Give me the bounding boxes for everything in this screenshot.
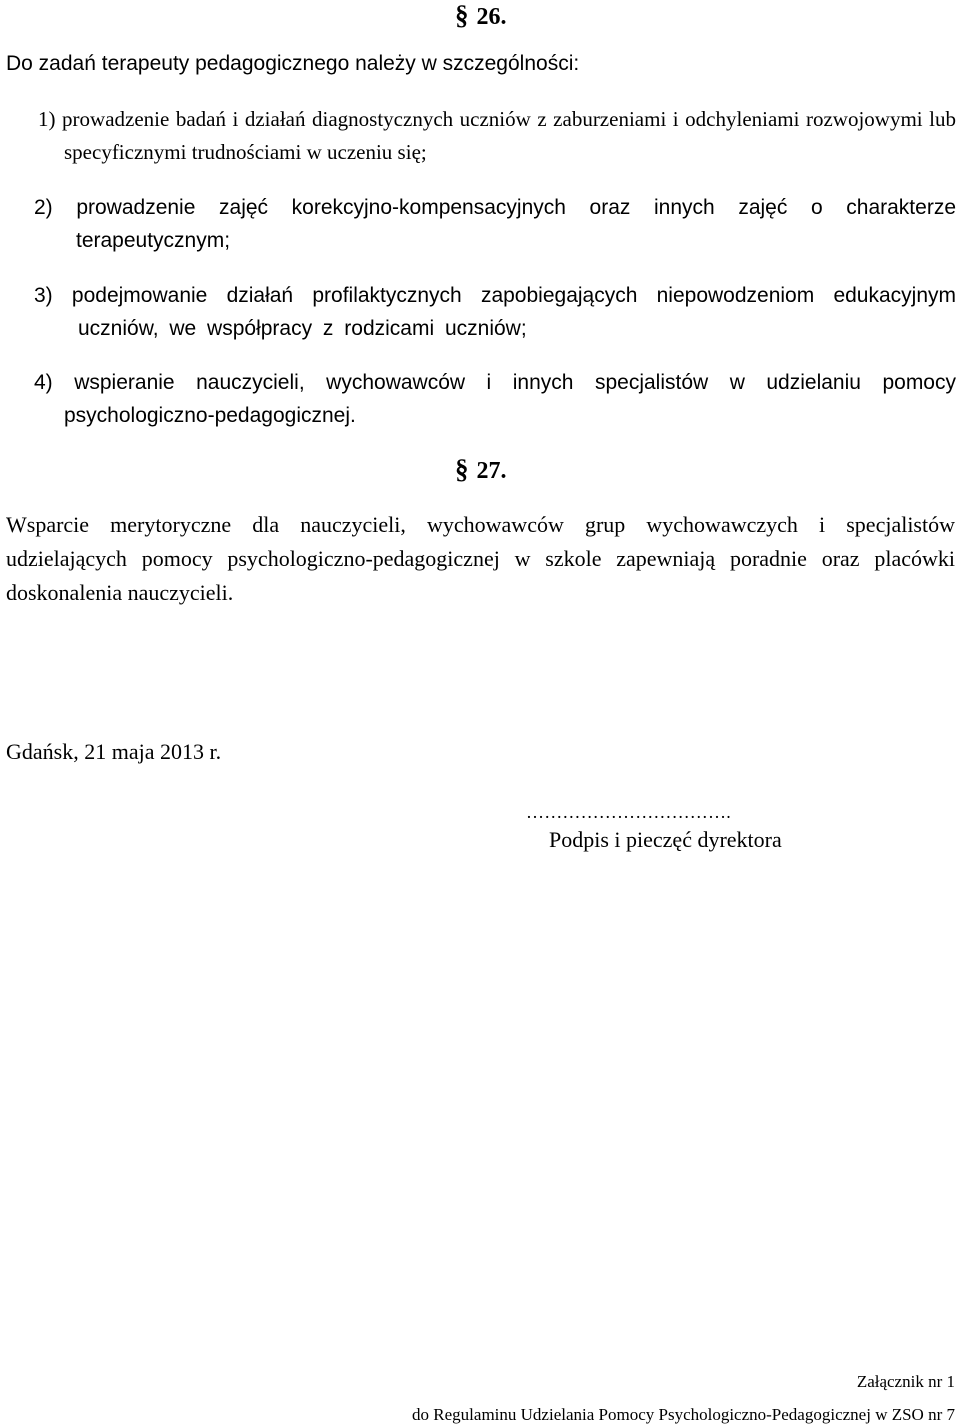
place-date: Gdańsk, 21 maja 2013 r. [6,739,222,764]
section-27-heading [455,454,507,485]
footer-attachment: Załącznik nr 1 [856,1372,955,1391]
list-item-text: wspieranie nauczycieli, wychowawców i innych specjalistów w udzielaniu pomocy psychologiczno-pedagogicznej. [64,371,956,427]
section-number: 27. [476,458,507,484]
section-26-heading [455,0,507,31]
list-item-text: prowadzenie badań i działań diagnostycznych uczniów z zaburzeniami i odchyleniami rozwojowymi lub specyficznymi trudnościami w uczeniu się; [62,107,956,164]
list-item-1 [38,103,956,169]
list-item-4 [34,366,956,432]
section-symbol: § [455,0,469,30]
list-item-number: 1) [38,107,56,131]
signature-line: ……………………………. [526,802,731,822]
section-symbol: § [455,454,469,484]
list-item-2 [34,191,956,257]
list-item-text: podejmowanie działań profilaktycznych zapobiegających niepowodzeniom edukacyjnym uczniów, we współpracy z rodzicami uczniów; [71,284,956,340]
footer-regulation: do Regulaminu Udzielania Pomocy Psychologiczno-Pedagogicznej w ZSO nr 7 [412,1405,955,1424]
list-item-number: 4) [34,371,53,394]
section-number: 26. [476,4,507,30]
section-27-paragraph: Wsparcie merytoryczne dla nauczycieli, wychowawców grup wychowawczych i specjalistów udzielających pomocy psychologiczno-pedagogicznej w szkole zapewniają poradnie oraz placówki doskonalenia nauczycieli. [6,512,955,605]
list-item-3 [34,279,956,345]
list-item-text: prowadzenie zajęć korekcyjno-kompensacyjnych oraz innych zajęć o charakterze terapeutycznym; [76,196,956,252]
signature-label: Podpis i pieczęć dyrektora [549,827,782,852]
intro-text: Do zadań terapeuty pedagogicznego należy w szczególności: [6,52,580,75]
list-item-number: 3) [34,284,53,307]
list-item-number: 2) [34,196,53,219]
